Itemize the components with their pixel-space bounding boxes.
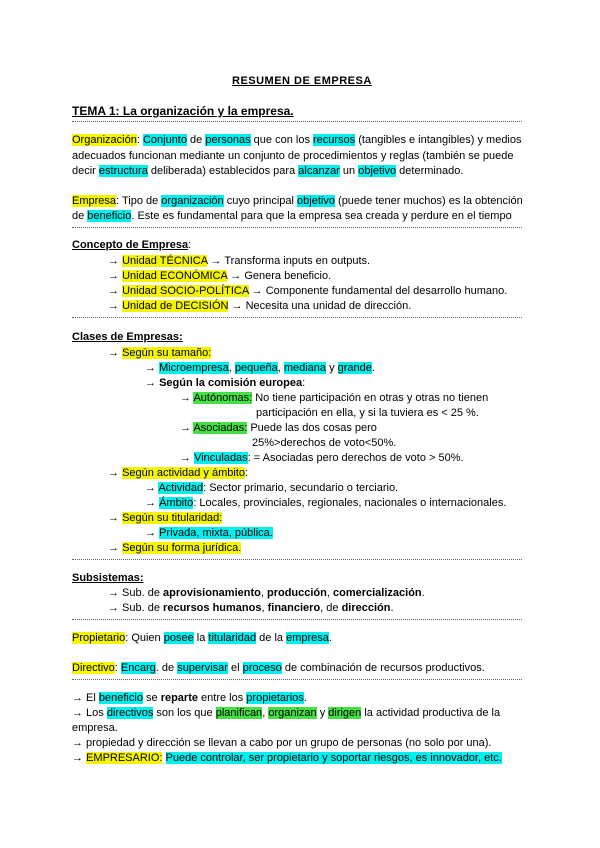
text: → xyxy=(72,752,87,764)
separator xyxy=(72,227,522,228)
term-empresa: empresa xyxy=(286,632,329,644)
arrow-icon: → xyxy=(180,422,191,434)
emp-line-2 xyxy=(72,209,512,223)
term-objetivo: objetivo xyxy=(358,165,397,177)
term-asociadas: Asociadas: xyxy=(193,422,248,434)
directivo-line xyxy=(72,661,485,675)
text: se xyxy=(142,692,161,704)
subsistema-line-2 xyxy=(108,601,394,615)
org-line-3 xyxy=(72,164,463,178)
text: : xyxy=(136,134,143,146)
term-propietario: Propietario xyxy=(72,632,126,644)
text: → Sub. de xyxy=(108,602,164,614)
concepto-heading xyxy=(72,238,191,252)
empresario-definition: Puede controlar, ser propietario y soportar riesgos, es innovador, etc. xyxy=(165,752,502,764)
separator xyxy=(72,679,522,680)
org-line-2: adecuados funcionan mediante un conjunto de procedimientos y reglas (también se puede xyxy=(72,150,514,162)
concepto-item xyxy=(108,254,370,268)
item-text: → Necesita una unidad de dirección. xyxy=(228,300,412,312)
text: . xyxy=(390,602,394,614)
titularidad-items xyxy=(145,526,273,540)
final-line-3: empresa. xyxy=(72,722,118,734)
term-encarg: Encarg xyxy=(120,662,156,674)
tamano-items xyxy=(145,361,375,375)
term-estructura: estructura xyxy=(98,165,148,177)
term-empresario: EMPRESARIO: xyxy=(86,752,163,764)
term-objetivo-2: objetivo xyxy=(297,195,335,207)
text: cuyo principal xyxy=(223,195,298,207)
term-reparte: reparte xyxy=(160,692,198,704)
text: determinado. xyxy=(396,165,464,177)
text: : xyxy=(244,467,249,479)
bold-term: aprovisionamiento xyxy=(163,587,261,599)
text: : xyxy=(114,662,121,674)
item-label: Unidad TÉCNICA xyxy=(122,255,208,267)
clase-juridica xyxy=(108,541,241,555)
text: , xyxy=(196,527,203,539)
text: → El xyxy=(72,692,99,704)
text: . xyxy=(371,362,375,374)
term-organizacion-2: organización xyxy=(161,195,224,207)
text: el xyxy=(227,662,243,674)
arrow-icon: → xyxy=(108,512,119,524)
final-line-1 xyxy=(72,691,307,705)
term-actividad: Actividad xyxy=(158,482,204,494)
text: : Sector primario, secundario o terciario. xyxy=(203,482,399,494)
term-pequena: pequeña xyxy=(234,362,278,374)
term-propietarios: propietarios xyxy=(246,692,304,704)
term-dirigen: dirigen xyxy=(328,707,362,719)
text: . xyxy=(269,527,273,539)
tema-heading: TEMA 1: La organización y la empresa. xyxy=(72,104,294,118)
text: . xyxy=(421,587,425,599)
bold-term: recursos humanos xyxy=(163,602,262,614)
asociadas-line xyxy=(180,421,377,435)
text: Puede las dos cosas pero xyxy=(247,422,377,434)
asociadas-line-2: 25%>derechos de voto<50%. xyxy=(252,437,397,449)
ambito-line xyxy=(145,496,506,510)
separator xyxy=(72,619,522,620)
clase-titularidad xyxy=(108,511,222,525)
text: : Tipo de xyxy=(116,195,162,207)
arrow-icon: → xyxy=(108,542,119,554)
text: . xyxy=(303,692,307,704)
arrow-icon: → xyxy=(108,285,123,297)
term-publica: pública xyxy=(234,527,270,539)
text: , de xyxy=(320,602,342,614)
arrow-icon: → xyxy=(145,527,156,539)
separator xyxy=(72,317,522,318)
clase-label: Según actividad y ámbito xyxy=(122,467,245,479)
text: (tangibles e intangibles) y medios xyxy=(355,134,522,146)
autonomas-line xyxy=(180,391,488,405)
text: → Sub. de xyxy=(108,587,164,599)
text: → Los xyxy=(72,707,107,719)
term-alcanzar: alcanzar xyxy=(298,165,340,177)
text: : Quien xyxy=(125,632,164,644)
bold-term: comercialización xyxy=(332,587,422,599)
subsistema-line-1 xyxy=(108,586,425,600)
term-empresa: Empresa xyxy=(72,195,117,207)
term-conjunto: Conjunto xyxy=(142,134,187,146)
term-grande: grande xyxy=(337,362,372,374)
separator xyxy=(72,121,522,122)
arrow-icon: → xyxy=(145,362,156,374)
text: , xyxy=(262,707,269,719)
term-organizan: organizan xyxy=(268,707,317,719)
final-line-2 xyxy=(72,706,500,720)
term-planifican: planifican xyxy=(215,707,263,719)
text: de xyxy=(187,134,206,146)
autonomas-line-2: participación en ella, y si la tuviera es < 25 %. xyxy=(256,407,479,419)
arrow-icon: → xyxy=(108,347,119,359)
term-mixta: mixta xyxy=(202,527,229,539)
text: de xyxy=(72,210,88,222)
term-personas: personas xyxy=(205,134,251,146)
text: la xyxy=(193,632,209,644)
org-line-1 xyxy=(72,133,522,147)
subsistemas-heading: Subsistemas: xyxy=(72,572,144,584)
arrow-icon: → xyxy=(180,452,191,464)
clase-label: Según su titularidad: xyxy=(122,512,223,524)
item-label: Unidad SOCIO-POLÍTICA xyxy=(122,285,249,297)
text: entre los xyxy=(197,692,247,704)
term-microempresa: Microempresa xyxy=(159,362,229,374)
arrow-icon: → xyxy=(108,467,119,479)
actividad-line xyxy=(145,481,398,495)
bold-term: dirección xyxy=(341,602,391,614)
text: . Este es fundamental para que la empresa sea creada y perdure en el tiempo xyxy=(131,210,512,222)
term-recursos: recursos xyxy=(313,134,356,146)
item-text: → Transforma inputs en outputs. xyxy=(207,255,371,267)
text: . de xyxy=(155,662,178,674)
text: : xyxy=(302,377,306,389)
text: decir xyxy=(72,165,99,177)
arrow-icon: → xyxy=(145,377,156,389)
term-mediana: mediana xyxy=(283,362,327,374)
final-line-4: → propiedad y dirección se llevan a cabo por un grupo de personas (no solo por una). xyxy=(72,737,492,749)
heading-text: Concepto de Empresa xyxy=(72,239,189,251)
term-beneficio: beneficio xyxy=(98,692,143,704)
text: y xyxy=(316,707,329,719)
comision-label: Según la comisión europea xyxy=(159,377,303,389)
bold-term: financiero xyxy=(267,602,321,614)
text: . xyxy=(328,632,332,644)
term-proceso: proceso xyxy=(242,662,282,674)
term-autonomas: Autónomas: xyxy=(193,392,253,404)
arrow-icon: → xyxy=(145,497,156,509)
term-directivos: directivos xyxy=(106,707,154,719)
clase-label: Según su tamaño: xyxy=(122,347,212,359)
item-text: → Componente fundamental del desarrollo humano. xyxy=(248,285,508,297)
term-vinculadas: Vinculadas xyxy=(194,452,248,464)
comision-europea xyxy=(145,376,305,390)
vinculadas-line xyxy=(180,451,464,465)
arrow-icon: → xyxy=(108,270,123,282)
text: , xyxy=(228,362,235,374)
term-organizacion: Organización xyxy=(72,134,137,146)
text: que con los xyxy=(250,134,313,146)
final-line-5 xyxy=(72,751,502,765)
arrow-icon: → xyxy=(180,392,191,404)
arrow-icon: → xyxy=(108,255,123,267)
item-text: → Genera beneficio. xyxy=(227,270,332,282)
term-ambito: Ámbito xyxy=(159,497,194,509)
text: , xyxy=(261,602,268,614)
text: deliberada) establecidos para xyxy=(147,165,299,177)
clase-tamano xyxy=(108,346,211,360)
document-title: RESUMEN DE EMPRESA xyxy=(232,75,372,87)
text: : xyxy=(188,239,192,251)
term-privada: Privada xyxy=(159,527,197,539)
text: , xyxy=(228,527,235,539)
text: (puede tener muchos) es la obtención xyxy=(334,195,523,207)
item-label: Unidad de DECISIÓN xyxy=(122,300,229,312)
clases-heading: Clases de Empresas: xyxy=(72,331,183,343)
separator xyxy=(72,559,522,560)
text: son los que xyxy=(153,707,216,719)
term-beneficio: beneficio xyxy=(87,210,132,222)
concepto-item xyxy=(108,269,331,283)
text: y xyxy=(326,362,338,374)
bold-term: producción xyxy=(266,587,327,599)
text: de la xyxy=(256,632,287,644)
text: un xyxy=(339,165,359,177)
item-label: Unidad ECONÓMICA xyxy=(122,270,228,282)
clase-actividad xyxy=(108,466,248,480)
term-titularidad: titularidad xyxy=(208,632,257,644)
text: de combinación de recursos productivos. xyxy=(281,662,485,674)
text: : = Asociadas pero derechos de voto > 50%. xyxy=(247,452,464,464)
text: , xyxy=(326,587,333,599)
propietario-line xyxy=(72,631,332,645)
arrow-icon: → xyxy=(145,482,156,494)
text: , xyxy=(277,362,284,374)
text: : Locales, provinciales, regionales, nacionales o internacionales. xyxy=(193,497,507,509)
text: , xyxy=(260,587,267,599)
emp-line-1 xyxy=(72,194,523,208)
term-directivo: Directivo xyxy=(72,662,115,674)
text: la actividad productiva de la xyxy=(361,707,501,719)
text: No tiene participación en otras y otras no tienen xyxy=(252,392,489,404)
term-posee: posee xyxy=(163,632,194,644)
concepto-item xyxy=(108,299,411,313)
arrow-icon: → xyxy=(108,300,123,312)
concepto-item xyxy=(108,284,507,298)
clase-label: Según su forma jurídica. xyxy=(122,542,242,554)
term-supervisar: supervisar xyxy=(177,662,228,674)
